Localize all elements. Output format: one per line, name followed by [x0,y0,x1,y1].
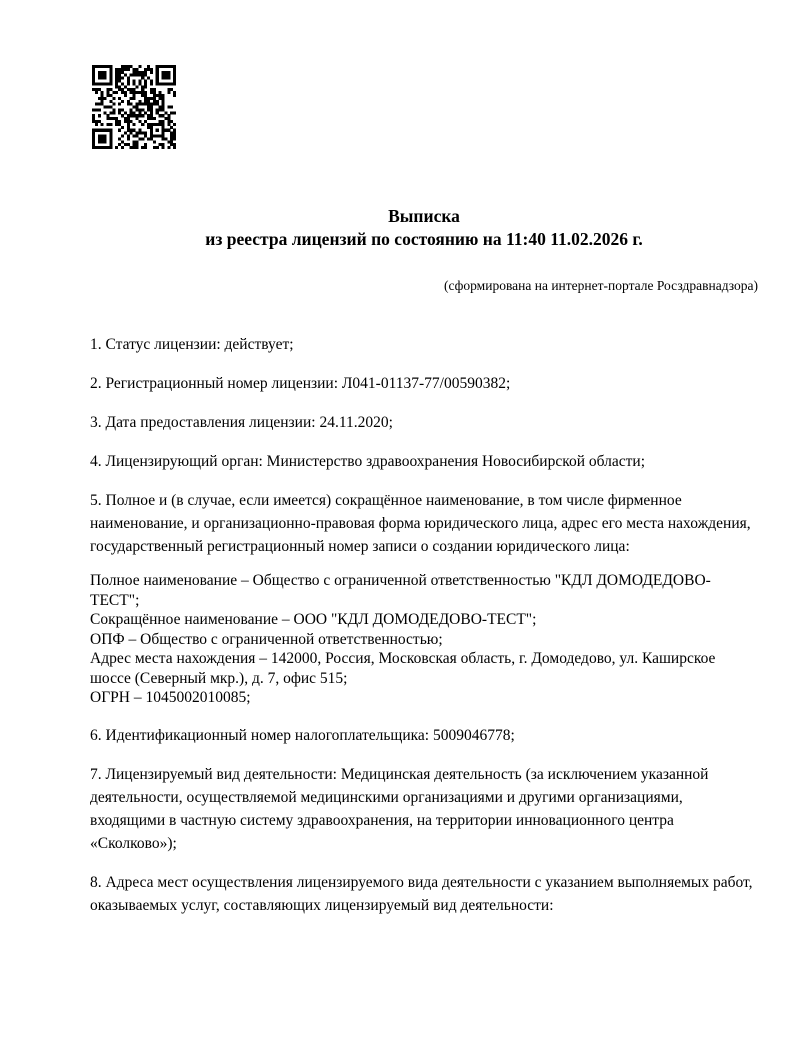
document-content [90,205,758,917]
entity-full-name: Полное наименование – Общество с ограниченной ответственностью "КДЛ ДОМОДЕДОВО-ТЕСТ"; [90,572,711,609]
item-1-license-status: 1. Статус лицензии: действует; [90,336,294,353]
item-8-activity-addresses: 8. Адреса мест осуществления лицензируемого вида деятельности с указанием выполняемых работ, оказываемых услуг, составляющих лицензируемый вид деятельности: [90,873,753,914]
item-6-taxpayer-number: 6. Идентификационный номер налогоплательщика: 5009046778; [90,726,515,744]
title-line-2: из реестра лицензий по состоянию на 11:40 11.02.2026 г. [205,229,643,249]
entity-address: Адрес места нахождения – 142000, Россия, Московская область, г. Домодедово, ул. Каширское шоссе (Северный мкр.), д. 7, офис 515; [90,650,716,687]
title-line-1: Выписка [388,206,460,226]
item-7-licensed-activity: 7. Лицензируемый вид деятельности: Медицинская деятельность (за исключением указанной деятельности, осуществляемой медицинскими организациями и другими организациями, входящими в частную систему здравоохранения, на территории инновационного центра «Сколково»); [90,765,709,852]
formation-note: (сформирована на интернет-портале Росздравнадзора) [443,278,758,293]
item-4-licensing-authority: 4. Лицензирующий орган: Министерство здравоохранения Новосибирской области; [90,453,646,470]
entity-short-name: Сокращённое наименование – ООО "КДЛ ДОМОДЕДОВО-ТЕСТ"; [90,611,537,628]
item-5-entity-name-heading: 5. Полное и (в случае, если имеется) сокращённое наименование, в том числе фирменное наименование, и организационно-правовая форма юридического лица, адрес его места нахождения, государственный регистрационный номер записи о создании юридического лица: [90,492,751,555]
entity-opf: ОПФ – Общество с ограниченной ответственностью; [90,630,443,648]
qr-code-icon [92,65,176,149]
item-3-license-grant-date: 3. Дата предоставления лицензии: 24.11.2020; [90,414,393,431]
item-2-registration-number: 2. Регистрационный номер лицензии: Л041-01137-77/00590382; [90,375,511,392]
document-title [90,205,758,251]
legal-entity-details [90,571,758,708]
entity-ogrn: ОГРН – 1045002010085; [90,689,251,706]
